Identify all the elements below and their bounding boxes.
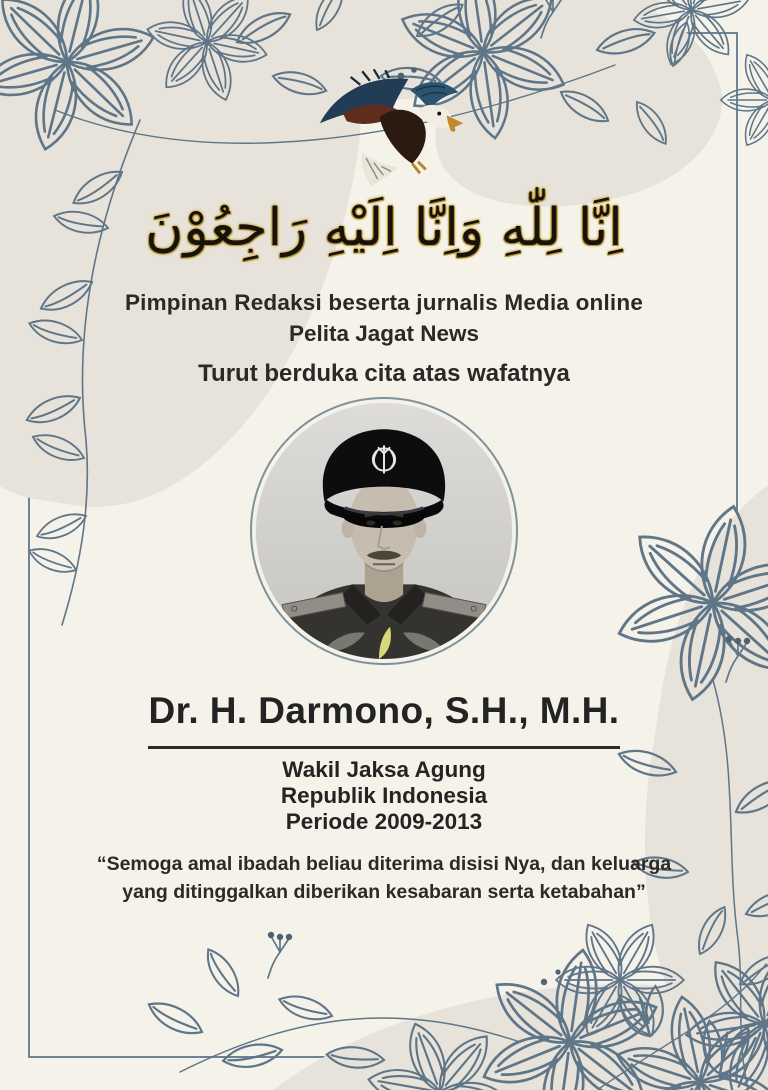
portrait-illustration [256,403,512,659]
position-line-3: Periode 2009-2013 [285,809,483,834]
floral-ornament-bottom [140,920,768,1090]
quote-line-1: “Semoga amal ibadah beliau diterima disisi Nya, dan keluarga [96,853,672,875]
name-underline [148,746,620,749]
quote-block [0,851,768,906]
portrait-photo [256,403,512,659]
arabic-calligraphy: اِنَّا لِلّٰهِ وَاِنَّا اِلَيْهِ رَاجِعُوْنَ [145,198,623,258]
deceased-name: Dr. H. Darmono, S.H., M.H. [148,690,620,731]
position-block [0,757,768,835]
organization-line2: Pelita Jagat News [288,321,480,346]
organization-line1: Pimpinan Redaksi beserta jurnalis Media online [124,290,644,315]
portrait-ring [250,397,518,665]
quote-line-2: yang ditinggalkan diberikan kesabaran serta ketabahan” [122,880,646,903]
condolence-line: Turut berduka cita atas wafatnya [198,360,570,387]
position-line-2: Republik Indonesia [280,783,488,808]
position-line-1: Wakil Jaksa Agung [282,757,486,782]
